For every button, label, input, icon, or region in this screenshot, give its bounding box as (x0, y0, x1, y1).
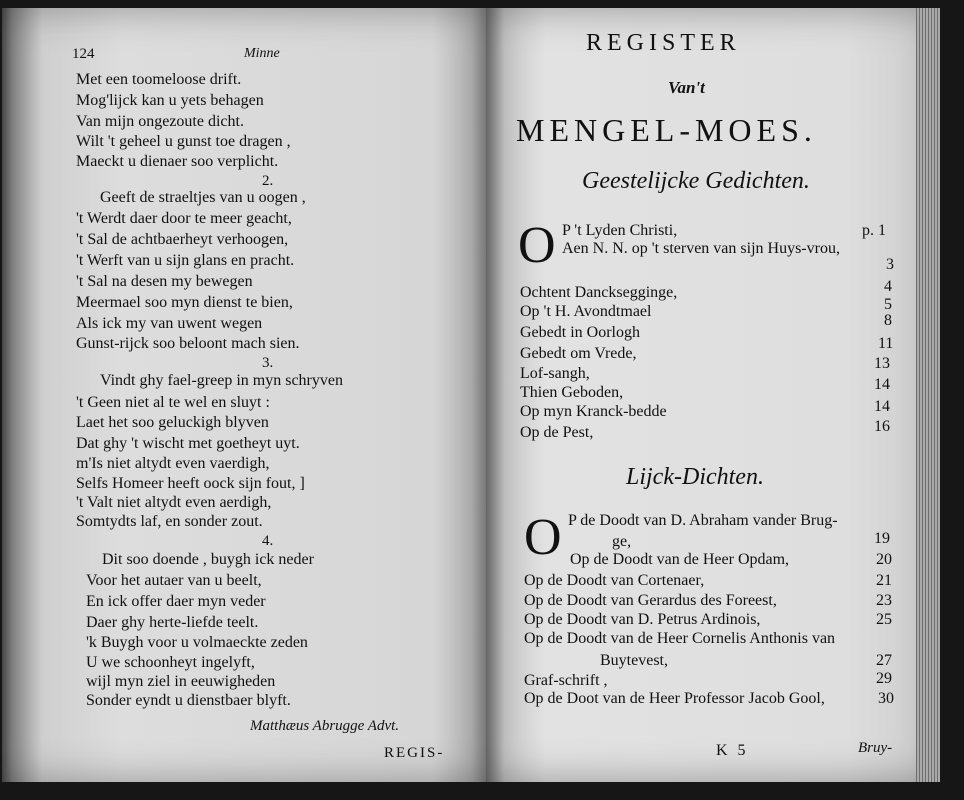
register-entry: Op de Doot van de Heer Professor Jacob Gool, (524, 690, 825, 707)
entry-page: 11 (878, 335, 894, 352)
catchword: REGIS- (384, 745, 445, 761)
register-entry: P 't Lyden Christi, (562, 222, 678, 239)
register-entry: Op 't H. Avondtmael (520, 303, 652, 320)
verse-line: 't Sal na desen my bewegen (76, 273, 253, 290)
book-title: MENGEL-MOES. (516, 112, 817, 148)
verse-line: Als ick my van uwent wegen (76, 315, 263, 332)
entry-page: 23 (876, 592, 892, 609)
stanza-number: 3. (262, 355, 274, 371)
register-entry: Op de Doodt van de Heer Cornelis Anthonis van (524, 630, 836, 647)
verse-line: Daer ghy herte-liefde teelt. (86, 614, 259, 631)
verse-line: Somtydts laf, en sonder zout. (76, 513, 263, 530)
verse-line: Wilt 't geheel u gunst toe dragen , (76, 133, 291, 150)
register-entry: Op de Doodt van Gerardus des Foreest, (524, 592, 777, 609)
register-entry: Lof-sangh, (520, 365, 590, 382)
register-entry: Op de Doodt van D. Petrus Ardinois, (524, 611, 761, 628)
entry-page: 14 (874, 376, 890, 393)
verse-line: Geeft de straeltjes van u oogen , (100, 189, 306, 206)
verse-line: 't Sal de achtbaerheyt verhoogen, (76, 231, 289, 248)
register-entry-continued: Buytevest, (600, 652, 668, 669)
entry-page: 8 (884, 312, 892, 329)
register-entry-continued: ge, (612, 533, 632, 550)
verse-line: Met een toomeloose drift. (76, 71, 242, 88)
verse-line: Voor het autaer van u beelt, (86, 572, 262, 589)
register-entry: Op myn Kranck-bedde (520, 403, 667, 420)
drop-cap: O (524, 509, 562, 566)
page-number: 124 (72, 46, 95, 62)
section-heading: Lijck-Dichten. (626, 464, 764, 490)
entry-page: 13 (874, 355, 890, 372)
entry-page: 29 (876, 670, 892, 687)
register-entry: Op de Doodt van Cortenaer, (524, 572, 705, 589)
entry-page: 16 (874, 418, 890, 435)
verse-line: Van mijn ongezoute dicht. (76, 113, 244, 130)
catchword: Bruy- (858, 740, 893, 756)
verse-line: Meermael soo myn dienst te bien, (76, 294, 293, 311)
entry-page: 25 (876, 611, 892, 628)
entry-page: 14 (874, 398, 890, 415)
signature-mark: K 5 (716, 742, 749, 759)
verse-line: Dat ghy 't wischt met goetheyt uyt. (76, 435, 300, 452)
register-entry: Op de Doodt van de Heer Opdam, (570, 551, 790, 568)
drop-cap: O (518, 217, 556, 274)
verse-line: Sonder eyndt u dienstbaer blyft. (86, 692, 291, 709)
verse-line: 't Werdt daer door te meer geacht, (76, 210, 292, 227)
register-entry: Aen N. N. op 't sterven van sijn Huys-vrou, (562, 240, 840, 257)
verse-line: U we schoonheyt ingelyft, (86, 654, 255, 671)
entry-page: 4 (884, 278, 892, 295)
verse-line: wijl myn ziel in eeuwigheden (86, 673, 276, 690)
entry-page: 3 (886, 256, 894, 273)
register-entry: Gebedt om Vrede, (520, 345, 637, 362)
entry-page: 19 (874, 530, 890, 547)
entry-page: 27 (876, 652, 892, 669)
verse-line: 't Werft van u sijn glans en pracht. (76, 252, 295, 269)
register-subtitle: Van't (668, 78, 705, 97)
verse-line: Dit soo doende , buygh ick neder (102, 551, 314, 568)
register-title: REGISTER (586, 30, 741, 56)
verse-line: 't Geen niet al te wel en sluyt : (76, 394, 270, 411)
verse-line: En ick offer daer myn veder (86, 593, 266, 610)
signature: Matthæus Abrugge Advt. (250, 718, 400, 734)
register-entry: Gebedt in Oorlogh (520, 324, 640, 341)
verse-line: m'Is niet altydt even vaerdigh, (76, 455, 270, 472)
register-entry: Thien Geboden, (520, 384, 624, 401)
verse-line: Mog'lijck kan u yets behagen (76, 92, 264, 109)
register-entry: P de Doodt van D. Abraham vander Brug- (568, 512, 838, 529)
verse-line: 'k Buygh voor u volmaeckte zeden (86, 634, 308, 651)
entry-page: 5 (884, 296, 892, 313)
entry-page: p. 1 (862, 222, 886, 239)
stanza-number: 2. (262, 173, 274, 189)
register-entry: Ochtent Danckseggingе, (520, 284, 678, 301)
verse-line: 't Valt niet altydt even aerdigh, (76, 494, 272, 511)
section-heading: Geestelijcke Gedichten. (582, 168, 810, 194)
running-head: Minne (244, 46, 280, 61)
verse-line: Vindt ghy fael-greep in myn schryven (100, 372, 343, 389)
register-entry: Graf-schrift , (524, 672, 608, 689)
verse-line: Gunst-rijck soo beloont mach sien. (76, 335, 300, 352)
verse-line: Laet het soo geluckigh blyven (76, 414, 269, 431)
entry-page: 20 (876, 551, 892, 568)
entry-page: 21 (876, 572, 892, 589)
verse-line: Selfs Homeer heeft oock sijn fout, ] (76, 475, 305, 492)
verse-line: Maeckt u dienaer soo verplicht. (76, 153, 279, 170)
page-edges (916, 8, 940, 782)
entry-page: 30 (878, 690, 894, 707)
register-entry: Op de Pest, (520, 424, 594, 441)
stanza-number: 4. (262, 533, 274, 549)
